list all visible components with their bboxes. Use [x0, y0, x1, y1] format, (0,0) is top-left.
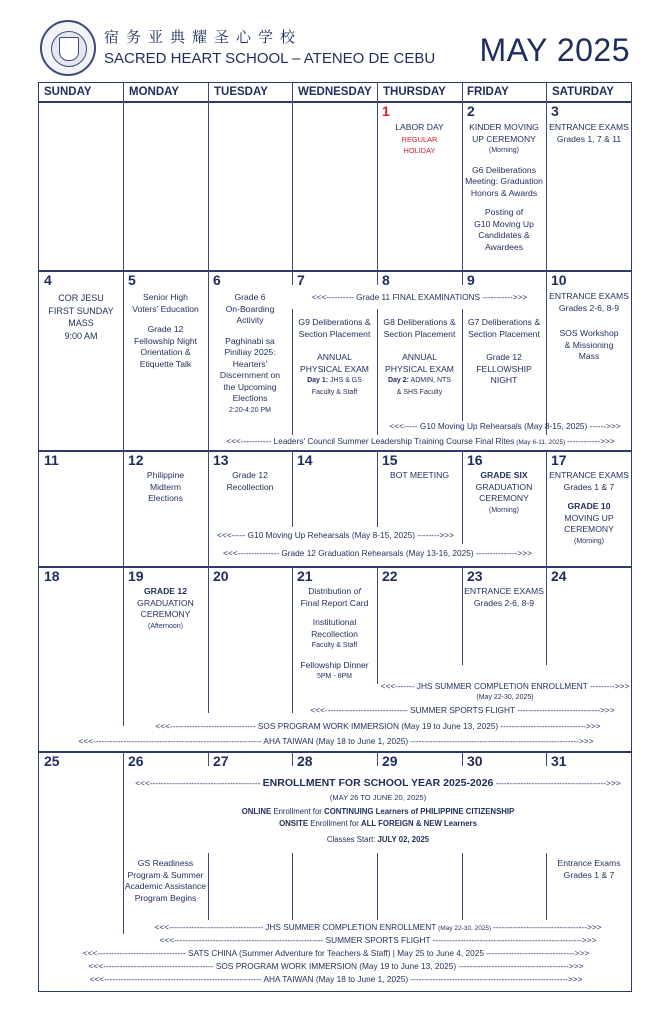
event-text: GRADUATION	[475, 481, 533, 492]
span-text: ONLINE	[241, 807, 272, 816]
day-cell-31	[546, 751, 632, 771]
enrollment-title: ENROLLMENT FOR SCHOOL YEAR 2025-2026	[262, 778, 494, 789]
day-number: 25	[44, 753, 60, 769]
event-text: COR JESU	[58, 293, 104, 303]
event-text: Program & Summer	[127, 869, 204, 880]
event-text: Elections	[148, 493, 183, 503]
day-number: 11	[44, 452, 59, 468]
day-cell-20	[208, 566, 292, 713]
day-events	[123, 292, 208, 370]
event-text: G9 Deliberations &	[298, 317, 371, 327]
day-number: 21	[297, 568, 313, 584]
day-events	[546, 470, 632, 547]
event-text: Grade 12	[232, 470, 268, 480]
span-jhs-summer-completion	[124, 922, 632, 934]
seal-shield-icon	[59, 37, 79, 61]
event-text: Faculty & Staff	[311, 642, 358, 649]
span-text: <<<----------- Leaders' Council Summer Leadership Training Course Final Rites	[226, 436, 515, 446]
event-text: Final Report Card	[300, 597, 369, 608]
event-text: Section Placement	[468, 328, 540, 339]
day-cell-25	[39, 751, 123, 771]
event-text: MOVING UP	[564, 512, 614, 523]
event-time: 2:20-4:20 PM	[228, 406, 272, 414]
day-number: 26	[128, 753, 144, 769]
weekday-monday: MONDAY	[129, 86, 180, 98]
event-text: Section Placement	[383, 328, 456, 339]
event-labor-day: LABOR DAY	[395, 122, 444, 132]
event-text: of	[353, 586, 361, 596]
event-text: G6 Deliberations	[471, 164, 536, 175]
event-text: Activity	[236, 315, 264, 325]
event-text: Institutional	[312, 617, 357, 627]
day-cell-28	[292, 751, 377, 771]
span-text: ALL FOREIGN & NEW Learners	[360, 819, 477, 828]
day-events	[208, 292, 292, 416]
event-text: CEREMONY	[479, 493, 529, 503]
school-name: SACRED HEART SCHOOL – ATENEO DE CEBU	[104, 50, 436, 67]
day-cell-1	[377, 101, 462, 270]
event-text: Mass	[578, 351, 600, 361]
event-text: ENTRANCE EXAMS	[549, 470, 629, 480]
day-events	[462, 586, 546, 609]
day-number: 27	[213, 753, 229, 769]
day-number: 7	[297, 272, 305, 288]
day-number: 29	[382, 753, 398, 769]
day-number: 15	[382, 452, 398, 468]
day-number: 4	[44, 272, 52, 288]
col-divider	[123, 83, 124, 101]
day-cell-4	[39, 270, 123, 450]
event-time: 9:00 AM	[64, 330, 98, 341]
span-dates: (May 22-30, 2025)	[436, 925, 494, 932]
event-text: ENTRANCE EXAMS	[549, 291, 629, 301]
day-number: 18	[44, 568, 60, 584]
event-text: ANNUAL	[317, 352, 352, 362]
day-number: 31	[551, 753, 567, 769]
span-text: Enrollment for	[271, 807, 325, 816]
day-events	[39, 292, 123, 342]
event-text: Grade 12	[486, 352, 522, 362]
day-cell-12	[123, 450, 208, 566]
day-number: 12	[128, 452, 144, 468]
day-number: 3	[551, 103, 559, 119]
day-cell-15	[377, 450, 462, 530]
day-number: 28	[297, 753, 313, 769]
span-jhs-summer-completion: <<<------- JHS SUMMER COMPLETION ENROLLMENT --------->>>	[380, 681, 630, 691]
event-text: Posting of	[484, 207, 524, 217]
event-day-label: Day 2:	[387, 377, 409, 384]
col-divider	[462, 83, 463, 101]
span-summer-sports-flight: <<<------------------------------ SUMMER SPORTS FLIGHT ------------------------------>>>	[310, 705, 615, 715]
event-text: Entrance Exams	[557, 858, 621, 868]
event-text: the Upcoming	[223, 381, 277, 392]
month-title: MAY 2025	[479, 32, 630, 68]
enrollment-onsite	[124, 818, 632, 829]
day-number: 10	[551, 272, 567, 288]
day-number: 2	[467, 103, 475, 119]
day-cell-16	[462, 450, 546, 545]
day-number: 22	[382, 568, 398, 584]
event-day-label: Day 1:	[307, 377, 329, 384]
event-text: Paghinabi sa	[225, 335, 275, 346]
day-cell-10	[546, 270, 632, 420]
enrollment-dates: (MAY 26 TO JUNE 20, 2025)	[329, 793, 427, 802]
span-aha-taiwan: <<<------------------------------------------------------------- AHA TAIWAN (May 18 to June 1, 2025) ------------------------------------------------------------->>>	[78, 736, 594, 746]
event-text: GS Readiness	[137, 858, 194, 868]
event-text: Grades 1 & 7	[563, 869, 615, 880]
span-jhs-summer-completion-dates: (May 22-30, 2025)	[476, 694, 534, 701]
event-text: Fellowship Night	[133, 335, 198, 346]
day-cell-23	[462, 566, 546, 665]
event-text: ADMIN, NTS	[409, 377, 452, 384]
day-number: 14	[297, 452, 313, 468]
holiday-tag: REGULAR	[401, 134, 438, 144]
event-text: NIGHT	[490, 375, 518, 385]
event-text: Orientation &	[140, 347, 191, 357]
span-g10-moving-up-rehearsals: <<<----- G10 Moving Up Rehearsals (May 8-15, 2025) ------>>>	[389, 421, 621, 431]
weekday-saturday: SATURDAY	[552, 86, 614, 98]
day-cell-17	[546, 450, 632, 566]
event-text: Grades 1 & 7	[563, 481, 615, 492]
event-text: FELLOWSHIP	[476, 363, 532, 374]
event-text: Grades 2-6, 8-9	[558, 302, 620, 313]
day-cell-24	[546, 566, 632, 665]
event-text: Faculty & Staff	[311, 388, 358, 396]
weekday-thursday: THURSDAY	[383, 86, 446, 98]
span-dates: (May 6-11, 2025)	[514, 439, 568, 446]
day-number: 8	[382, 272, 390, 288]
event-text: PHYSICAL EXAM	[385, 363, 454, 374]
col-divider	[208, 83, 209, 101]
span-aha-taiwan: <<<--------------------------------------------------------- AHA TAIWAN (May 18 to June 1, 2025) --------------------------------------------------------->>>	[89, 974, 583, 984]
event-text: GRADUATION	[137, 597, 194, 608]
event-text: Recollection	[226, 481, 274, 492]
span-g11-final-exams: <<<---------- Grade 11 FINAL EXAMINATIONS ----------->>>	[311, 292, 528, 302]
day-cell-5	[123, 270, 208, 450]
event-text: Section Placement	[298, 328, 371, 339]
span-summer-sports-flight: <<<------------------------------------------------------ SUMMER SPORTS FLIGHT ------------------------------------------------------>>>	[159, 935, 597, 945]
event-text: GRADE 10	[567, 501, 611, 511]
event-text: GRADE 12	[144, 586, 187, 596]
event-text: Awardees	[484, 241, 524, 252]
event-text: SOS Workshop	[559, 328, 619, 338]
col-divider	[377, 83, 378, 101]
event-text: Discernment on	[219, 370, 281, 380]
event-text: GRADE SIX	[480, 470, 528, 480]
day-cell-27	[208, 751, 292, 771]
day-events	[123, 586, 208, 632]
event-text: CEREMONY	[140, 609, 191, 619]
classes-start	[124, 834, 632, 845]
day-events	[377, 470, 462, 482]
span-leaders-council-training	[209, 436, 632, 448]
weekday-friday: FRIDAY	[467, 86, 509, 98]
day-number: 24	[551, 568, 567, 584]
day-events	[377, 122, 462, 157]
event-text: G8 Deliberations &	[383, 317, 456, 327]
day-events	[462, 122, 546, 253]
day-number: 5	[128, 272, 136, 288]
day-events	[462, 317, 546, 387]
event-text: On-Boarding	[225, 303, 275, 314]
day-number: 6	[213, 272, 221, 288]
event-text: & SHS Faculty	[396, 388, 443, 396]
day-cell-19	[123, 566, 208, 713]
day-26-events	[123, 858, 208, 904]
col-divider	[123, 101, 124, 270]
day-events	[462, 470, 546, 516]
event-text: Midterm	[149, 481, 182, 492]
event-text: Hearters'	[232, 358, 268, 369]
span-arrow: <<<----------------------------------------	[135, 778, 263, 788]
event-text: Etiquette Talk	[139, 358, 192, 369]
day-31-events	[546, 858, 632, 881]
event-text: Candidates &	[478, 230, 530, 240]
col-divider	[462, 853, 463, 920]
event-time: (Morning)	[489, 506, 519, 514]
event-time: (Morning)	[574, 537, 604, 545]
day-cell-13	[208, 450, 292, 530]
event-text: & Missioning	[564, 339, 614, 350]
weekday-sunday: SUNDAY	[44, 86, 92, 98]
day-number: 30	[467, 753, 483, 769]
chinese-school-name: 宿务亚典耀圣心学校	[104, 28, 303, 46]
event-time: 5PM - 8PM	[316, 673, 352, 680]
day-number: 16	[467, 452, 483, 468]
col-divider	[208, 101, 209, 270]
event-text: ENTRANCE EXAMS	[464, 586, 544, 596]
span-text: ONSITE	[279, 819, 309, 828]
span-text: Enrollment for	[308, 819, 361, 828]
day-cell-21	[292, 566, 377, 684]
calendar-header	[38, 18, 634, 80]
event-text: Meeting: Graduation	[465, 176, 543, 186]
holiday-tag: HOLIDAY	[403, 146, 436, 155]
event-text: Program Begins	[134, 892, 197, 903]
span-text: CONTINUING Learners of PHILIPPINE CITIZENSHIP	[324, 807, 515, 816]
span-g12-graduation-rehearsals: <<<--------------- Grade 12 Graduation Rehearsals (May 13-16, 2025) --------------->>>	[223, 548, 532, 558]
event-text: Senior High	[143, 292, 188, 302]
event-text: FIRST SUNDAY	[48, 305, 114, 316]
weekday-wednesday: WEDNESDAY	[298, 86, 372, 98]
day-number: 17	[551, 452, 567, 468]
event-text: Distribution	[308, 586, 354, 596]
day-number: 20	[213, 568, 229, 584]
span-sos-work-immersion: <<<---------------------------------------- SOS PROGRAM WORK IMMERSION (May 19 to June 13, 2025) ---------------------------------------->>>	[88, 961, 584, 971]
event-text: Fellowship Dinner	[300, 659, 369, 670]
day-events	[292, 317, 377, 398]
weekday-tuesday: TUESDAY	[214, 86, 268, 98]
span-sos-work-immersion: <<<------------------------------- SOS PROGRAM WORK IMMERSION (May 19 to June 13, 2025) ------------------------------->>>	[155, 721, 601, 731]
event-text: G7 Deliberations &	[467, 317, 541, 327]
col-divider	[292, 83, 293, 101]
event-text: Piniliay 2025:	[224, 347, 276, 357]
event-text: ANNUAL	[402, 352, 437, 362]
day-number: 13	[213, 452, 229, 468]
day-cell-3	[546, 101, 632, 270]
col-divider	[292, 853, 293, 920]
event-text: G10 Moving Up	[474, 218, 534, 229]
day-number: 23	[467, 568, 483, 584]
day-events	[123, 470, 208, 505]
day-number: 9	[467, 272, 475, 288]
span-text: Classes Start:	[326, 835, 378, 844]
event-text: Grades 1, 7 & 11	[556, 133, 622, 144]
event-text: Academic Assistance	[124, 881, 207, 891]
span-sats-china: <<<-------------------------------- SATS CHINA (Summer Adventure for Teachers & Staff) | May 25 to June 4, 2025 -------------------------------->>>	[82, 948, 590, 958]
event-text: Philippine	[146, 470, 185, 480]
span-arrow: ---------------------------------------->>>	[493, 778, 621, 788]
day-events	[546, 122, 632, 145]
event-text: PHYSICAL EXAM	[300, 363, 369, 374]
col-divider	[377, 853, 378, 920]
span-g10-moving-up-rehearsals: <<<----- G10 Moving Up Rehearsals (May 8-15, 2025) -------->>>	[217, 530, 454, 540]
event-text: KINDER MOVING	[469, 122, 539, 132]
day-cell-30	[462, 751, 546, 771]
day-events	[208, 470, 292, 493]
school-seal-logo	[40, 20, 96, 76]
calendar-grid	[38, 82, 632, 992]
event-text: Grade 6	[234, 292, 266, 302]
event-text: Grades 2-6, 8-9	[473, 597, 535, 608]
day-cell-2	[462, 101, 546, 270]
day-number: 1	[382, 103, 390, 119]
event-text: Elections	[232, 393, 268, 403]
enrollment-banner-title	[124, 778, 632, 789]
event-time: (Morning)	[489, 147, 519, 154]
event-text: Honors & Awards	[470, 187, 538, 198]
col-divider	[292, 101, 293, 270]
enrollment-online	[124, 806, 632, 817]
classes-start-date: JULY 02, 2025	[377, 835, 430, 844]
col-divider	[546, 83, 547, 101]
event-text: ENTRANCE EXAMS	[549, 122, 629, 132]
day-events	[377, 317, 462, 398]
event-text: UP CEREMONY	[472, 133, 536, 144]
day-events	[292, 586, 377, 683]
day-events	[546, 291, 632, 363]
event-text: Grade 12	[147, 324, 184, 334]
day-cell-22	[377, 566, 462, 665]
span-text: <<<---------------------------------- JHS SUMMER COMPLETION ENROLLMENT	[154, 922, 437, 932]
event-text: MASS	[68, 318, 94, 328]
day-number: 19	[128, 568, 144, 584]
col-divider	[208, 853, 209, 920]
event-text: CEREMONY	[564, 524, 614, 534]
day-cell-26	[123, 751, 208, 771]
day-cell-6	[208, 270, 292, 435]
event-time: (Afternoon)	[147, 622, 184, 630]
event-text: BOT MEETING	[389, 470, 450, 480]
span-arrow: ---------------------------------->>>	[493, 922, 602, 932]
event-text: JHS & GS	[328, 377, 362, 384]
day-cell-29	[377, 751, 462, 771]
span-arrow: ------------>>>	[567, 436, 615, 446]
day-cell-14	[292, 450, 377, 530]
day-cell-18	[39, 566, 123, 726]
event-text: Recollection	[311, 628, 358, 639]
day-cell-11	[39, 450, 123, 566]
event-text: Voters' Education	[132, 303, 199, 314]
